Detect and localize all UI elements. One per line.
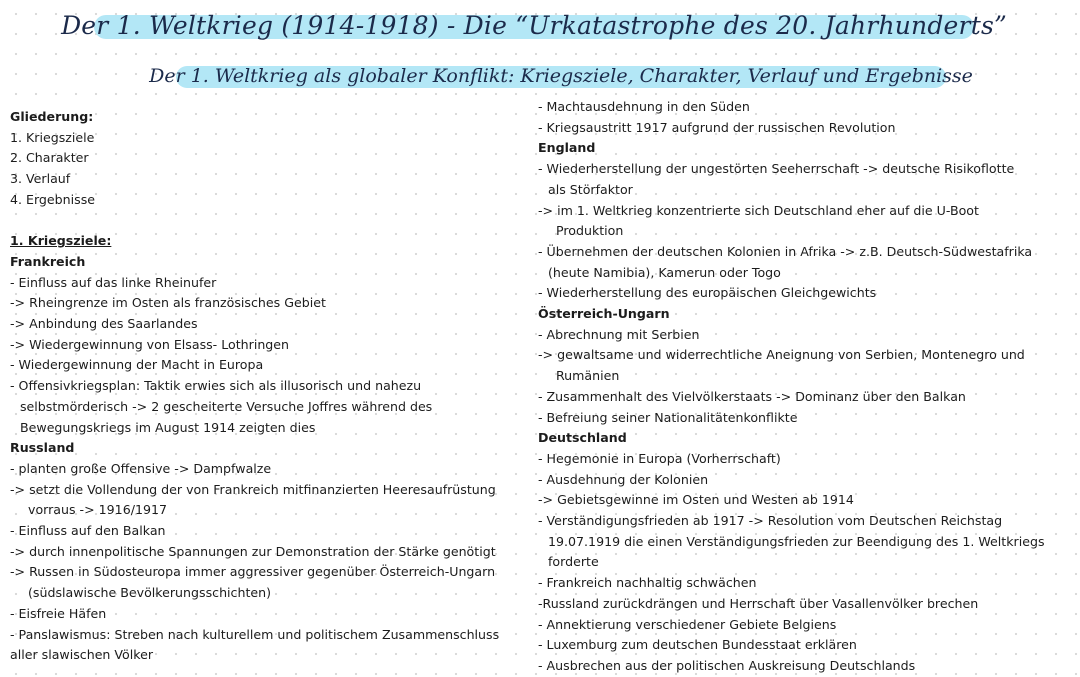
note-line: -> Russen in Südosteuropa immer aggressiver gegenüber Österreich-Ungarn: [10, 564, 496, 580]
outline-item: 2. Charakter: [10, 150, 89, 166]
note-line: -> gewaltsame und widerrechtliche Aneignung von Serbien, Montenegro und: [538, 347, 1025, 363]
outline-item: 1. Kriegsziele: [10, 129, 95, 145]
note-line: - Abrechnung mit Serbien: [538, 326, 700, 342]
note-line: - Wiederherstellung des europäischen Gleichgewichts: [538, 285, 877, 301]
note-line: Produktion: [556, 223, 624, 239]
note-line: - Zusammenhalt des Vielvölkerstaats -> Dominanz über den Balkan: [538, 388, 966, 404]
note-line: - Frankreich nachhaltig schwächen: [538, 575, 757, 591]
note-line: -> setzt die Vollendung der von Frankreich mitfinanzierten Heeresaufrüstung: [10, 481, 496, 497]
section-heading: 1. Kriegsziele:: [10, 233, 112, 249]
note-line: - Einfluss auf das linke Rheinufer: [10, 274, 217, 290]
note-line: -> Rheingrenze im Osten als französisches Gebiet: [10, 295, 326, 311]
note-line: - planten große Offensive -> Dampfwalze: [10, 460, 272, 476]
note-line: - Annektierung verschiedener Gebiete Belgiens: [538, 616, 837, 632]
note-line: - Luxemburg zum deutschen Bundesstaat erklären: [538, 637, 857, 653]
country-heading-frankreich: Frankreich: [10, 253, 86, 269]
note-line: als Störfaktor: [548, 181, 633, 197]
note-line: - Hegemonie in Europa (Vorherrschaft): [538, 450, 781, 466]
note-line: -> Anbindung des Saarlandes: [10, 316, 198, 332]
outline-item: 4. Ergebnisse: [10, 191, 96, 207]
note-line: (südslawische Bevölkerungsschichten): [28, 585, 272, 601]
note-line: - Panslawismus: Streben nach kulturellem und politischem Zusammenschluss: [10, 626, 500, 642]
note-line: - Machtausdehnung in den Süden: [538, 99, 750, 114]
spacer: [10, 211, 535, 232]
note-line: Rumänien: [556, 368, 620, 384]
note-line: - Befreiung seiner Nationalitätenkonflikte: [538, 409, 798, 425]
note-line: -Russland zurückdrängen und Herrschaft über Vasallenvölker brechen: [538, 595, 979, 611]
country-heading-england: England: [538, 140, 596, 156]
note-line: - Übernehmen der deutschen Kolonien in Afrika -> z.B. Deutsch-Südwestafrika: [538, 243, 1033, 259]
note-line: vorraus -> 1916/1917: [28, 502, 167, 518]
country-heading-russland: Russland: [10, 440, 75, 456]
note-line: - Einfluss auf den Balkan: [10, 523, 166, 539]
note-line: -> Wiedergewinnung von Elsass- Lothringen: [10, 336, 290, 352]
note-line: - Eisfreie Häfen: [10, 605, 107, 621]
page-subtitle: Der 1. Weltkrieg als globaler Konflikt: Kriegsziele, Charakter, Verlauf und Ergebnisse: [176, 62, 946, 90]
note-line: -> durch innenpolitische Spannungen zur Demonstration der Stärke genötigt: [10, 543, 496, 559]
note-line: - Offensivkriegsplan: Taktik erwies sich als illusorisch und nahezu: [10, 378, 422, 394]
note-line: -> Gebietsgewinne im Osten und Westen ab 1914: [538, 492, 854, 508]
left-column: [10, 107, 535, 666]
note-line: forderte: [548, 554, 599, 570]
note-line: (heute Namibia), Kamerun oder Togo: [548, 264, 781, 280]
page-title: Der 1. Weltkrieg (1914-1918) - Die “Urkatastrophe des 20. Jahrhunderts”: [94, 8, 974, 42]
note-line: -> im 1. Weltkrieg konzentrierte sich Deutschland eher auf die U-Boot: [538, 202, 979, 218]
note-line: selbstmörderisch -> 2 gescheiterte Versuche Joffres während des: [20, 398, 433, 414]
note-line: - Wiedergewinnung der Macht in Europa: [10, 357, 264, 373]
note-line: - Kriegsaustritt 1917 aufgrund der russischen Revolution: [538, 119, 896, 135]
country-heading-deutschland: Deutschland: [538, 430, 627, 446]
note-line: Bewegungskriegs im August 1914 zeigten dies: [20, 419, 316, 435]
right-column: [538, 97, 1070, 677]
country-heading-oesterreich: Österreich-Ungarn: [538, 306, 670, 322]
outline-heading: Gliederung:: [10, 109, 94, 124]
note-line: - Ausdehnung der Kolonien: [538, 471, 709, 487]
note-line: - Ausbrechen aus der politischen Auskreisung Deutschlands: [538, 657, 916, 673]
outline-item: 3. Verlauf: [10, 171, 71, 187]
note-line: - Verständigungsfrieden ab 1917 -> Resolution vom Deutschen Reichstag: [538, 513, 1003, 529]
note-line: 19.07.1919 die einen Verständigungsfrieden zur Beendigung des 1. Weltkriegs: [548, 533, 1045, 549]
note-line: aller slawischen Völker: [10, 647, 154, 663]
note-line: - Wiederherstellung der ungestörten Seeherrschaft -> deutsche Risikoflotte: [538, 161, 1015, 177]
